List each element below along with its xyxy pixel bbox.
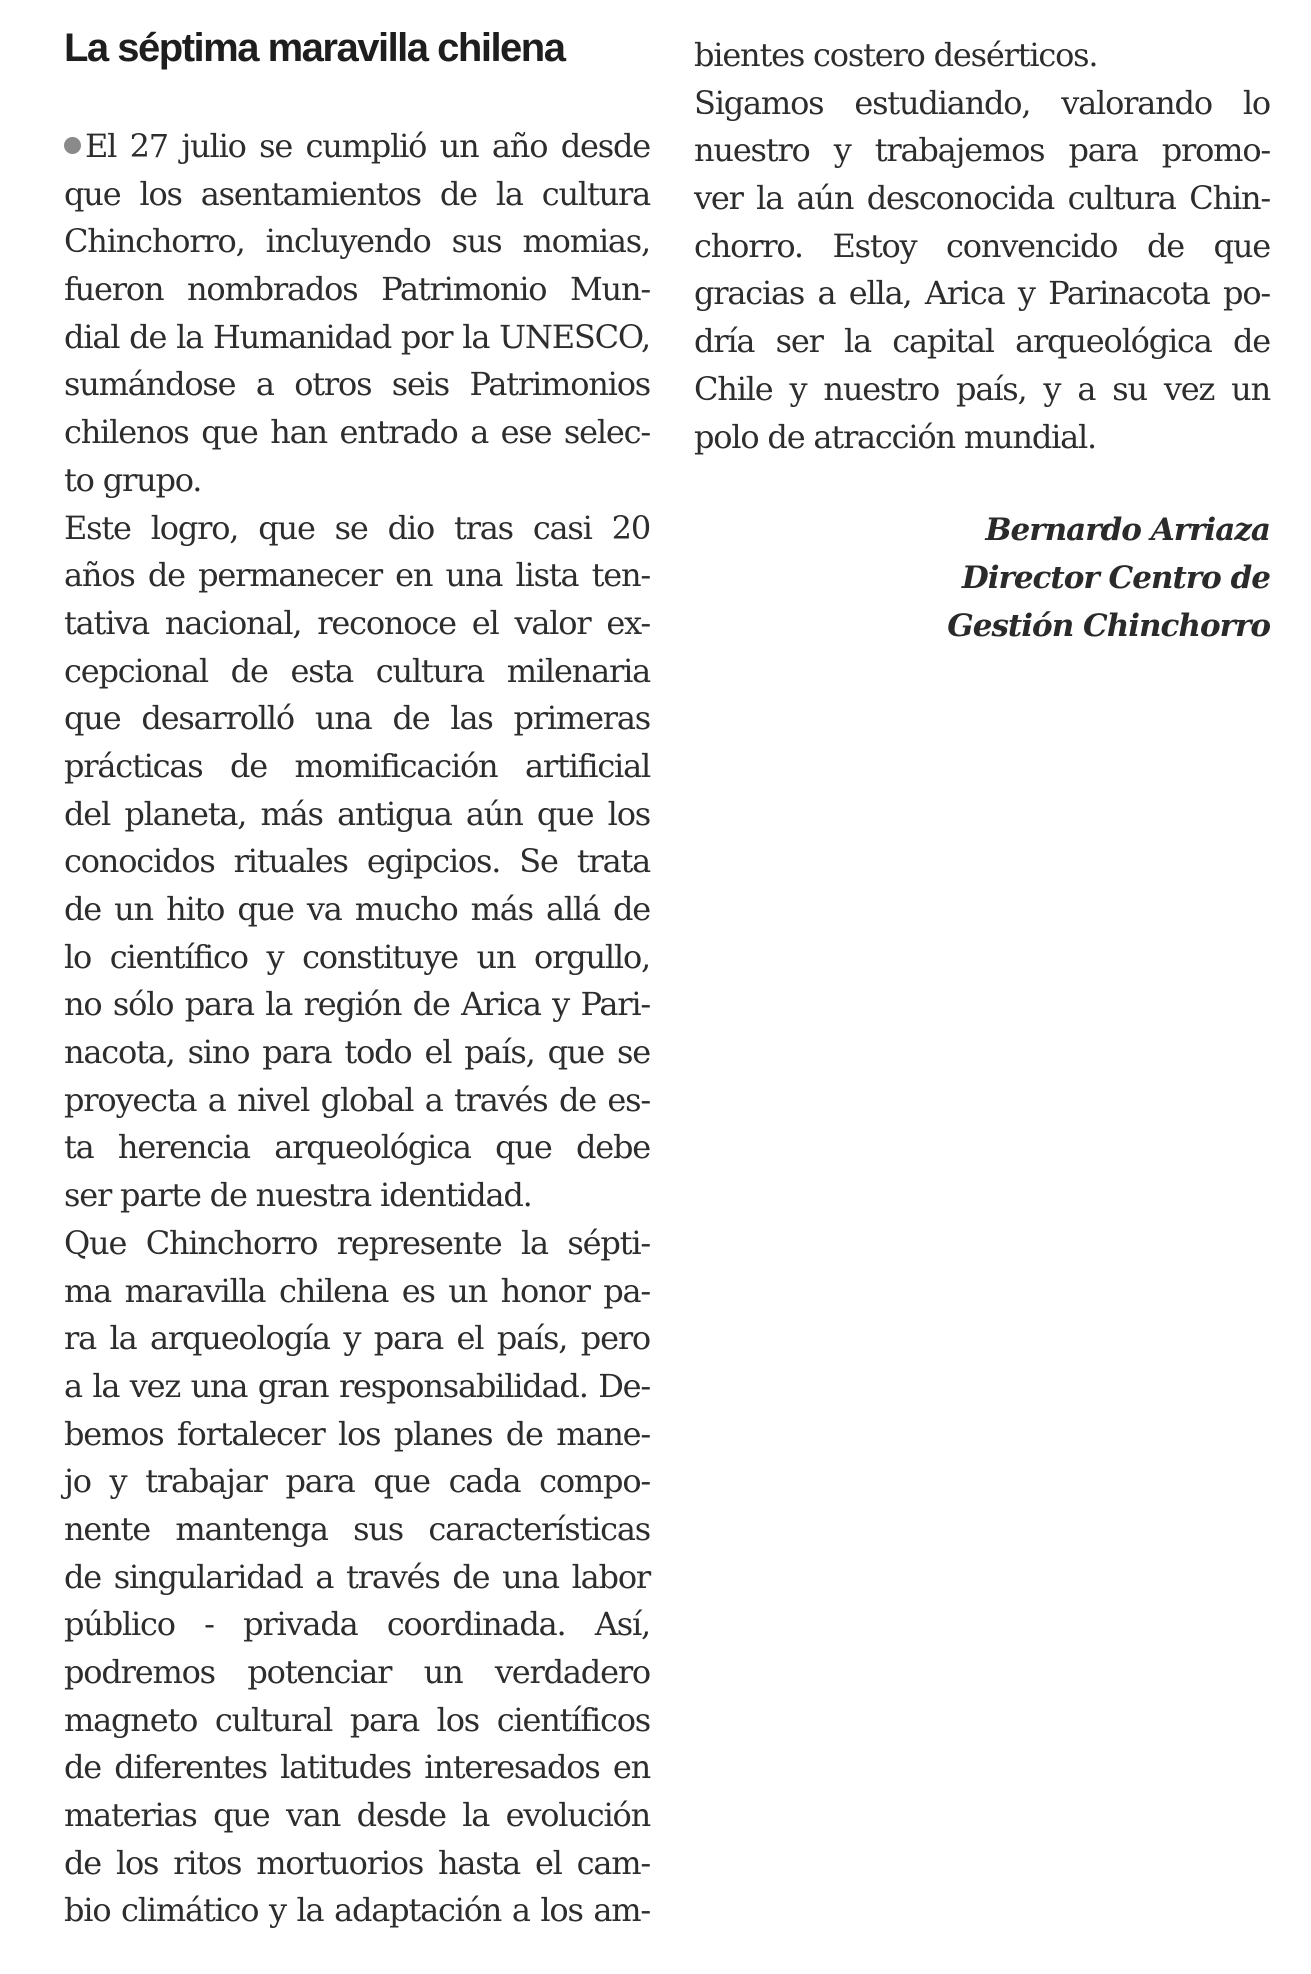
text-line: bientes costero desérticos. bbox=[694, 36, 1098, 74]
text-line: ma maravilla chilena es un honor pa- bbox=[64, 1271, 650, 1310]
left-column-text bbox=[64, 123, 650, 1935]
text-line: bio climático y la adaptación a los am- bbox=[64, 1891, 650, 1930]
article-headline: La séptima maravilla chilena bbox=[64, 26, 565, 70]
author-signature bbox=[947, 506, 1270, 650]
text-line: que desarrolló una de las primeras bbox=[64, 699, 650, 738]
bullet-dot-icon bbox=[64, 137, 81, 154]
text-line: fueron nombrados Patrimonio Mun- bbox=[64, 270, 650, 309]
text-line: chorro. Estoy convencido de que bbox=[694, 226, 1270, 265]
text-line: a la vez una gran responsabilidad. De- bbox=[64, 1366, 650, 1405]
text-line: que los asentamientos de la cultura bbox=[64, 174, 650, 213]
text-line: ser parte de nuestra identidad. bbox=[64, 1176, 532, 1215]
text-line: de diferentes latitudes interesados en bbox=[64, 1748, 650, 1787]
text-line: jo y trabajar para que cada compo- bbox=[64, 1462, 650, 1501]
text-line: proyecta a nivel global a través de es- bbox=[64, 1080, 650, 1119]
text-line: del planeta, más antigua aún que los bbox=[64, 794, 650, 833]
text-line: prácticas de momificación artificial bbox=[64, 746, 650, 785]
right-column-text bbox=[694, 32, 1270, 461]
text-line: años de permanecer en una lista ten- bbox=[64, 556, 650, 595]
text-line: cepcional de esta cultura milenaria bbox=[64, 651, 650, 690]
text-line: nacota, sino para todo el país, que se bbox=[64, 1033, 650, 1072]
text-line: gracias a ella, Arica y Parinacota po- bbox=[694, 274, 1270, 313]
text-line: nuestro y trabajemos para promo- bbox=[694, 131, 1270, 170]
text-line: nente mantenga sus características bbox=[64, 1509, 650, 1548]
text-line: chilenos que han entrado a ese selec- bbox=[64, 413, 650, 452]
text-line: Chinchorro, incluyendo sus momias, bbox=[64, 222, 650, 261]
text-line: bemos fortalecer los planes de mane- bbox=[64, 1414, 650, 1453]
author-name: Bernardo Arriaza bbox=[985, 512, 1270, 548]
text-line: no sólo para la región de Arica y Pari- bbox=[64, 985, 650, 1024]
text-line: podremos potenciar un verdadero bbox=[64, 1653, 650, 1691]
text-line: El 27 julio se cumplió un año desde bbox=[64, 123, 650, 171]
text-line: Chile y nuestro país, y a su vez un bbox=[694, 369, 1270, 408]
text-line: de singularidad a través de una labor bbox=[64, 1557, 650, 1596]
text-line: tativa nacional, reconoce el valor ex- bbox=[64, 603, 650, 642]
text-line: de un hito que va mucho más allá de bbox=[64, 890, 650, 928]
text-line: dial de la Humanidad por la UNESCO, bbox=[64, 317, 650, 356]
text-line: magneto cultural para los científicos bbox=[64, 1700, 650, 1739]
text-line: ver la aún desconocida cultura Chin- bbox=[694, 179, 1270, 218]
text-line: ra la arqueología y para el país, pero bbox=[64, 1319, 650, 1358]
text-line: Que Chinchorro represente la sépti- bbox=[64, 1223, 650, 1262]
text-line: conocidos rituales egipcios. Se trata bbox=[64, 842, 650, 881]
text-line: Sigamos estudiando, valorando lo bbox=[694, 83, 1270, 122]
text-line: to grupo. bbox=[64, 460, 202, 499]
text-line: Este logro, que se dio tras casi 20 bbox=[64, 508, 650, 547]
text-line: lo científico y constituye un orgullo, bbox=[64, 937, 650, 976]
text-line: materias que van desde la evolución bbox=[64, 1796, 650, 1835]
text-line: dría ser la capital arqueológica de bbox=[694, 322, 1270, 361]
text-line: de los ritos mortuorios hasta el cam- bbox=[64, 1843, 650, 1882]
author-title-line2: Gestión Chinchorro bbox=[947, 608, 1270, 644]
text-line: polo de atracción mundial. bbox=[694, 417, 1097, 456]
text-line: público - privada coordinada. Así, bbox=[64, 1605, 650, 1644]
author-title-line1: Director Centro de bbox=[961, 560, 1270, 596]
text-line: ta herencia arqueológica que debe bbox=[64, 1128, 650, 1167]
text-line: sumándose a otros seis Patrimonios bbox=[64, 365, 650, 404]
